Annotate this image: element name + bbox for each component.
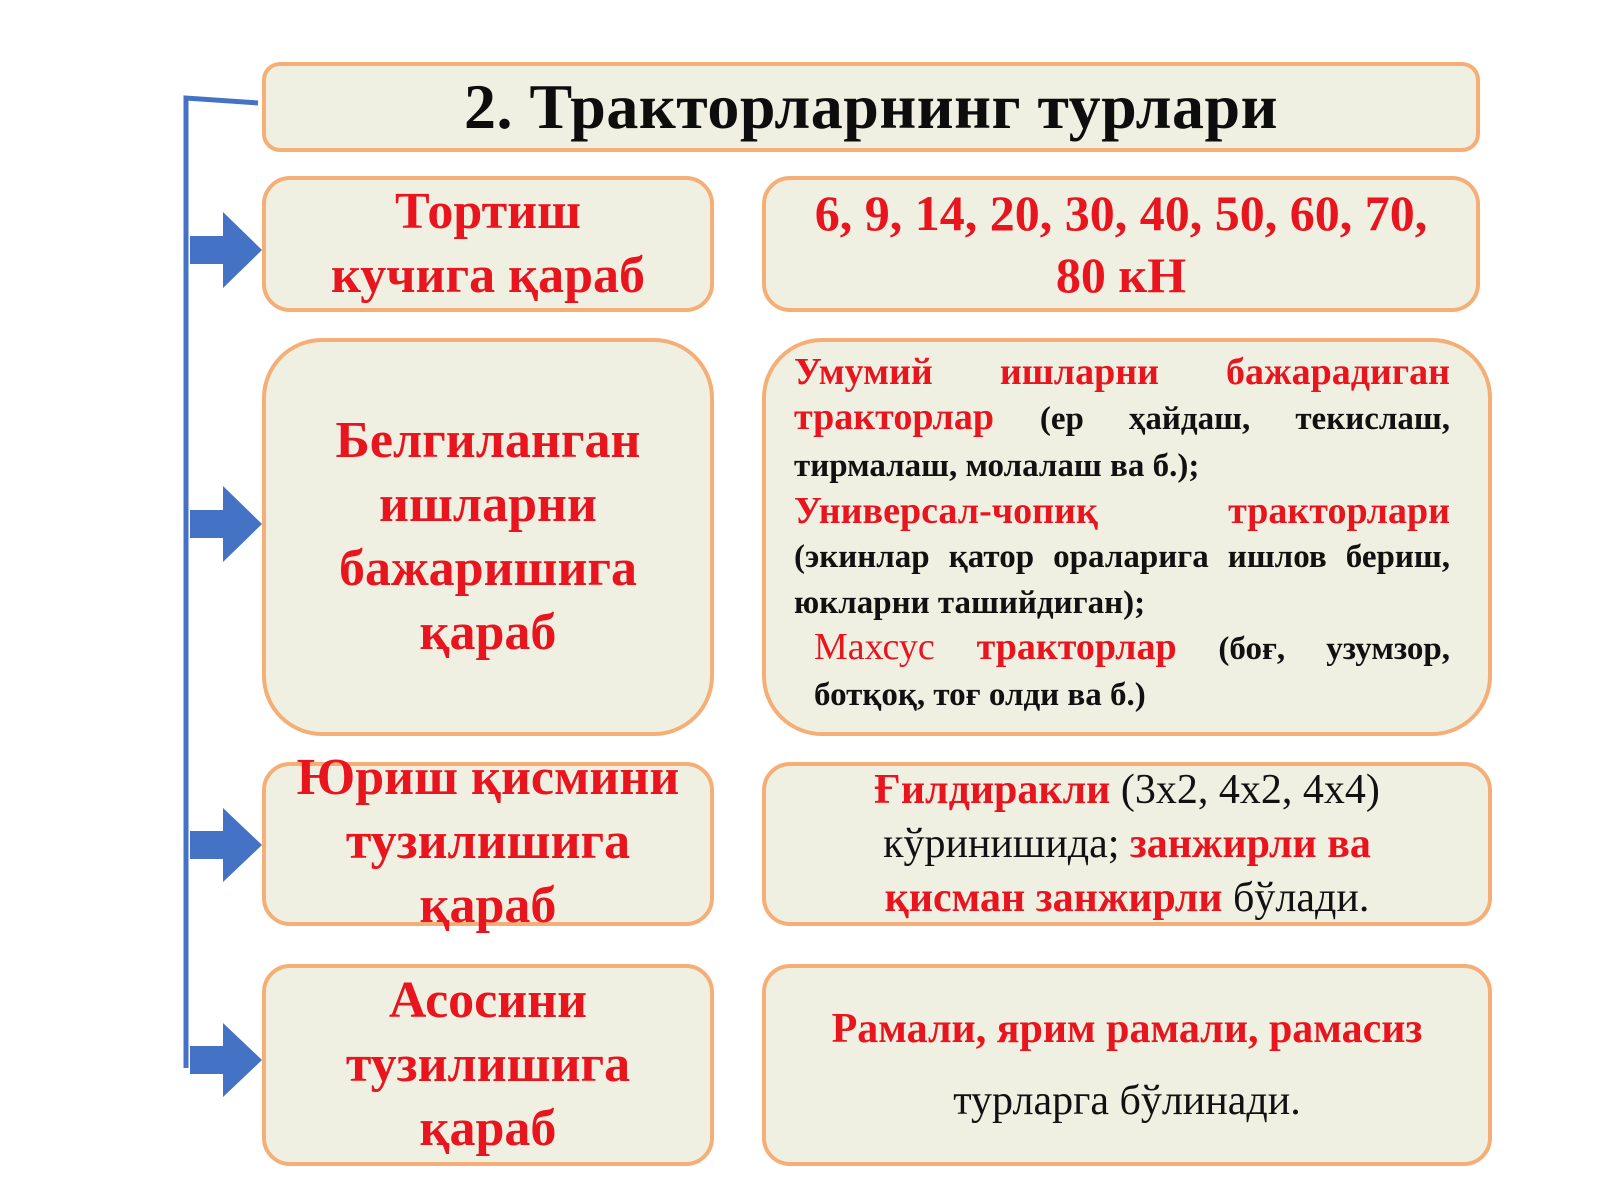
universal-tractors-desc: (экинлар қатор ораларига ишлов бериш, юкларни ташийдиган);: [794, 539, 1450, 621]
tracked-label: занжирли ва қисман занжирли: [884, 821, 1371, 921]
frame-text: [797, 993, 1457, 1137]
arrow-row-3: [190, 808, 262, 882]
detail-box-running-gear: [762, 762, 1492, 926]
category-label: Юриш қисмини тузилишига қараб: [296, 749, 680, 934]
arrow-row-1: [190, 212, 262, 288]
category-label: Белгиланган ишларни бажаришига қараб: [335, 412, 641, 661]
universal-tractors-text: [794, 489, 1450, 625]
special-tractors-label-1: Махсус: [814, 626, 935, 668]
category-label: Асосини тузилишига қараб: [345, 972, 631, 1157]
title-box: [262, 62, 1480, 152]
category-box-frame: [262, 964, 714, 1166]
detail-box-traction: [762, 176, 1480, 312]
special-tractors-label-2: тракторлар: [976, 626, 1177, 668]
wheeled-desc: (3х2, 4х2, 4х4) кўринишида;: [883, 767, 1380, 867]
category-box-purpose: [262, 338, 714, 736]
special-tractors-text: [794, 625, 1450, 717]
general-tractors-desc: (ер ҳайдаш, текислаш, тирмалаш, молалаш ва б.);: [794, 401, 1450, 484]
traction-values: 6, 9, 14, 20, 30, 40, 50, 60, 70, 80 кН: [814, 185, 1428, 303]
detail-box-purpose: [762, 338, 1492, 736]
category-label: Тортиш кучига қараб: [330, 183, 645, 304]
detail-box-frame: [762, 964, 1492, 1166]
universal-tractors-label: Универсал-чопиқ тракторлари: [794, 490, 1450, 532]
wheeled-label: Ғилдиракли: [874, 767, 1111, 813]
frame-types-label: Рамали, ярим рамали, рамасиз: [831, 1006, 1423, 1052]
arrow-row-4: [190, 1023, 262, 1097]
page-title: 2. Тракторларнинг турлари: [464, 71, 1278, 142]
arrow-row-2: [190, 486, 262, 562]
category-box-traction: [262, 176, 714, 312]
special-tractors-desc: (боғ, узумзор, ботқоқ, тоғ олди ва б.): [814, 631, 1451, 713]
tracked-desc: бўлади.: [1233, 875, 1370, 921]
category-box-running-gear: [262, 749, 714, 934]
running-gear-text: [827, 763, 1427, 925]
general-tractors-text: [794, 350, 1450, 489]
general-tractors-label: Умумий ишларни бажарадиган тракторлар: [794, 351, 1450, 438]
frame-types-desc: турларга бўлинади.: [953, 1078, 1301, 1124]
